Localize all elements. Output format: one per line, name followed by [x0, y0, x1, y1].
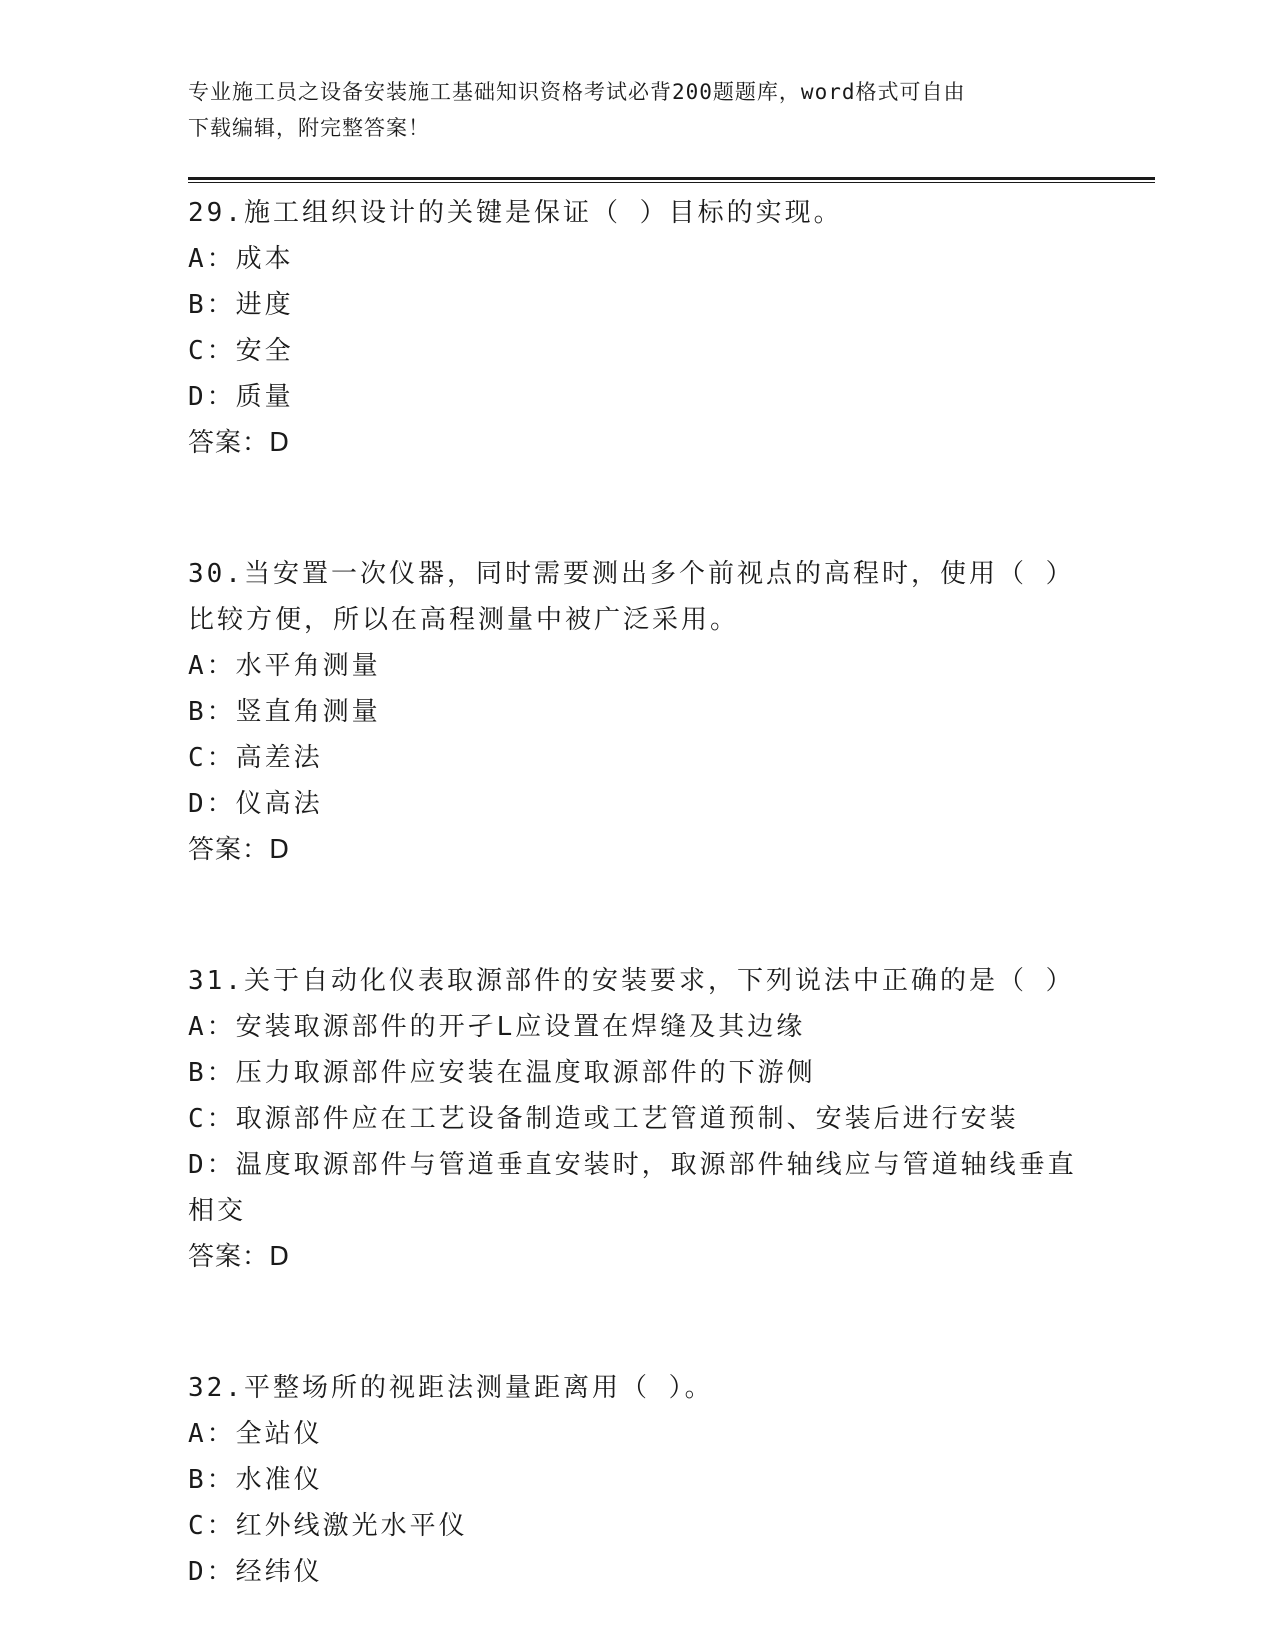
- question-29: [188, 190, 1088, 466]
- option-a: A：全站仪: [188, 1419, 323, 1449]
- question-spacer: [188, 1280, 1088, 1365]
- option-a: A：安装取源部件的开孑L应设置在焊缝及其边缘: [188, 1012, 806, 1042]
- option-c: C：红外线激光水平仪: [188, 1511, 468, 1541]
- answer-line: 答案：D: [188, 1242, 291, 1272]
- option-d: D：质量: [188, 382, 294, 412]
- question-text: 30.当安置一次仪器，同时需要测出多个前视点的高程时，使用（ ）: [188, 559, 1075, 589]
- question-32: [188, 1365, 1088, 1595]
- question-spacer: [188, 873, 1088, 958]
- question-31: [188, 958, 1088, 1280]
- option-b: B：竖直角测量: [188, 697, 381, 727]
- option-d: D：仪高法: [188, 789, 323, 819]
- option-c: C：取源部件应在工艺设备制造或工艺管道预制、安装后进行安装: [188, 1104, 1019, 1134]
- header-rule-thick: [188, 177, 1155, 180]
- header-rule-thin: [188, 182, 1155, 183]
- question-text-continued: 比较方便，所以在高程测量中被广泛采用。: [188, 605, 740, 635]
- option-a: A：成本: [188, 244, 294, 274]
- question-list: [188, 190, 1088, 1595]
- question-30: [188, 551, 1088, 873]
- answer-line: 答案：D: [188, 835, 291, 865]
- answer-line: 答案：D: [188, 428, 291, 458]
- header-line-1: 专业施工员之设备安装施工基础知识资格考试必背200题题库，word格式可自由: [188, 80, 966, 104]
- question-text: 31.关于自动化仪表取源部件的安装要求，下列说法中正确的是（ ）: [188, 966, 1075, 996]
- document-header: [188, 74, 1088, 146]
- option-b: B：压力取源部件应安装在温度取源部件的下游侧: [188, 1058, 816, 1088]
- question-text: 32.平整场所的视距法测量距离用（ ）。: [188, 1373, 714, 1403]
- question-spacer: [188, 466, 1088, 551]
- question-text: 29.施工组织设计的关键是保证（ ）目标的实现。: [188, 198, 843, 228]
- option-b: B：进度: [188, 290, 294, 320]
- option-d: D：温度取源部件与管道垂直安装时，取源部件轴线应与管道轴线垂直: [188, 1150, 1077, 1180]
- option-c: C：安全: [188, 336, 294, 366]
- option-d-continued: 相交: [188, 1196, 247, 1226]
- option-b: B：水准仪: [188, 1465, 323, 1495]
- option-a: A：水平角测量: [188, 651, 381, 681]
- option-c: C：高差法: [188, 743, 323, 773]
- header-line-2: 下载编辑，附完整答案！: [188, 116, 430, 140]
- option-d: D：经纬仪: [188, 1557, 323, 1587]
